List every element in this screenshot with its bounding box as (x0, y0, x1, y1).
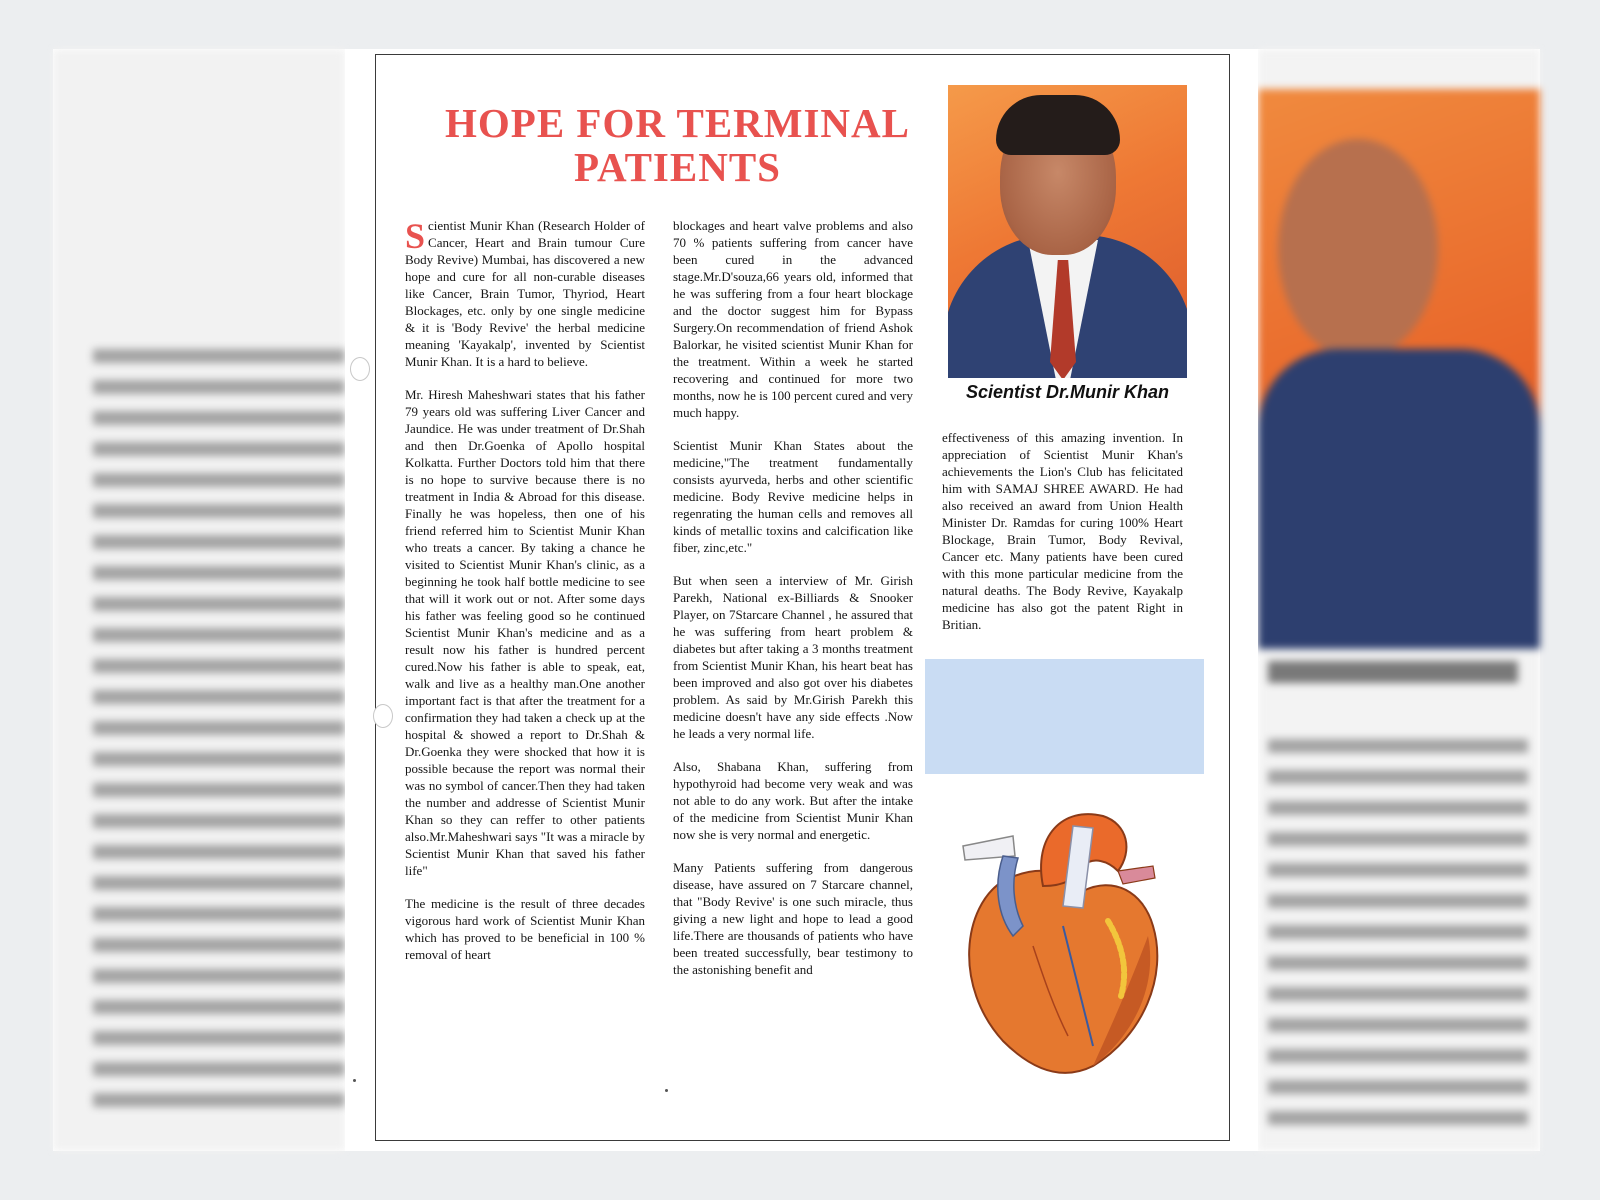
paragraph: Also, Shabana Khan, suffering from hypothyroid had become very weak and was not able to do any work. But after the intake of the medicine from Scientist Munir Khan now she is very normal and energetic. (673, 759, 913, 842)
blurred-background-right (1258, 49, 1540, 1151)
paragraph: Scientist Munir Khan (Research Holder of Cancer, Heart and Brain tumour Cure Body Revive) Mumbai, has discovered a new hope and cure for all non-curable diseases like Cancer, Brain Tumor, Thyriod, Heart Blockages, etc. only by one single medicine & it is 'Body Revive' the herbal medicine meaning 'Kayakalp', invented by Scientist Munir Khan. It is a hard to believe. (405, 216, 645, 369)
paragraph: The medicine is the result of three decades vigorous hard work of Scientist Munir Khan which has proved to be beneficial in 100 % removal of heart (405, 896, 645, 962)
text-column-3 (942, 429, 1183, 649)
portrait-photo (948, 85, 1187, 378)
paragraph: Scientist Munir Khan States about the medicine,"The treatment fundamentally consists ayurveda, herbs and other scientific medicine. Body Revive medicine helps in regenrating the human cells and removes all kinds of metallic toxins and calcification like fiber, zinc,etc." (673, 438, 913, 555)
text-column-2 (673, 217, 913, 994)
paragraph: blockages and heart valve problems and also 70 % patients suffering from cancer have been cured in the advanced stage.Mr.D'souza,66 years old, informed that he was suffering from a four heart blockage and the doctor suggest him for Bypass Surgery.On recommendation of friend Ashok Balorkar, he visited scientist Munir Khan for the treatment. Within a week he started recovering and continued for more two months, now he is 100 percent cured and very much happy. (673, 218, 913, 420)
blurred-text-lines (93, 349, 345, 1124)
paragraph: Mr. Hiresh Maheshwari states that his father 79 years old was suffering Liver Cancer and Jaundice. He was under treatment of Dr.Shah and then Dr.Goenka of Apollo hospital Kolkatta. Further Doctors told him that there is no hope to survive because there is no treatment in India & Abroad for this disease. Finally he was hopeless, then one of his friend referred him to Scientist Munir Khan who treats a cancer. By taking a chance he visited to Scientist Munir Khan's clinic, as a beginning he took half bottle medicine to see that will it work out or not. After some days his father was feeling good so he continued Scientist Munir Khan's medicine and as a result now his father is hundred percent cured.Now his father is able to speak, eat, walk and live as a healthy man.One another important fact is that after the treatment for a confirmation they had taken a check up at the hospital & showed a report to Dr.Shah & Dr.Goenka they were shocked that how it is possible because the report was normal their was no symbol of cancer.Then they had taken the number and addresse of Scientist Munir Khan so they can reffer to other patients also.Mr.Maheshwari says "It was a miracle by Scientist Munir Khan that saved his father life" (405, 387, 645, 878)
drop-cap: S (405, 216, 426, 256)
paragraph: Many Patients suffering from dangerous disease, have assured on 7 Starcare channel, that "Body Revive' is one such miracle, thus giving a new light and hope to lead a good life.There are thousands of patients who have been treated successfully, bear testimony to the astonishing benefit and (673, 860, 913, 977)
photo-caption: Scientist Dr.Munir Khan (965, 382, 1170, 402)
blurred-caption (1268, 661, 1518, 683)
binder-hole (350, 357, 370, 381)
paragraph: But when seen a interview of Mr. Girish Parekh, National ex-Billiards & Snooker Player, on 7Starcare Channel , he assured that he was suffering from heart problem & diabetes but after taking a 3 months treatment from Scientist Munir Khan, his heart beat has been improved and also got over his diabetes problem. As said by Mr.Girish Parekh this medicine doesn't have any side effects .Now he leads a very normal life. (673, 573, 913, 741)
blurred-text-lines (1268, 739, 1528, 1142)
blurred-background-left (53, 49, 345, 1151)
paragraph: effectiveness of this amazing invention. In appreciation of Scientist Munir Khan's achievements the Lion's Club has felicitated him with SAMAJ SHREE AWARD. He had also received an award from Union Health Minister Dr. Ramdas for curing 100% Heart Blockage, Brain Tumor, Body Revival, Cancer etc. Many patients have been cured with this mone particular medicine from the natural deaths. The Body Revive, Kayakalp medicine has also got the patent Right in Britian. (942, 430, 1183, 632)
blank-blue-box (925, 659, 1204, 774)
heart-illustration (943, 796, 1178, 1096)
binder-hole (373, 704, 393, 728)
blurred-photo (1258, 89, 1540, 649)
text-column-1 (405, 217, 645, 979)
article-title: HOPE FOR TERMINAL PATIENTS (445, 100, 910, 190)
article-page (345, 49, 1258, 1151)
